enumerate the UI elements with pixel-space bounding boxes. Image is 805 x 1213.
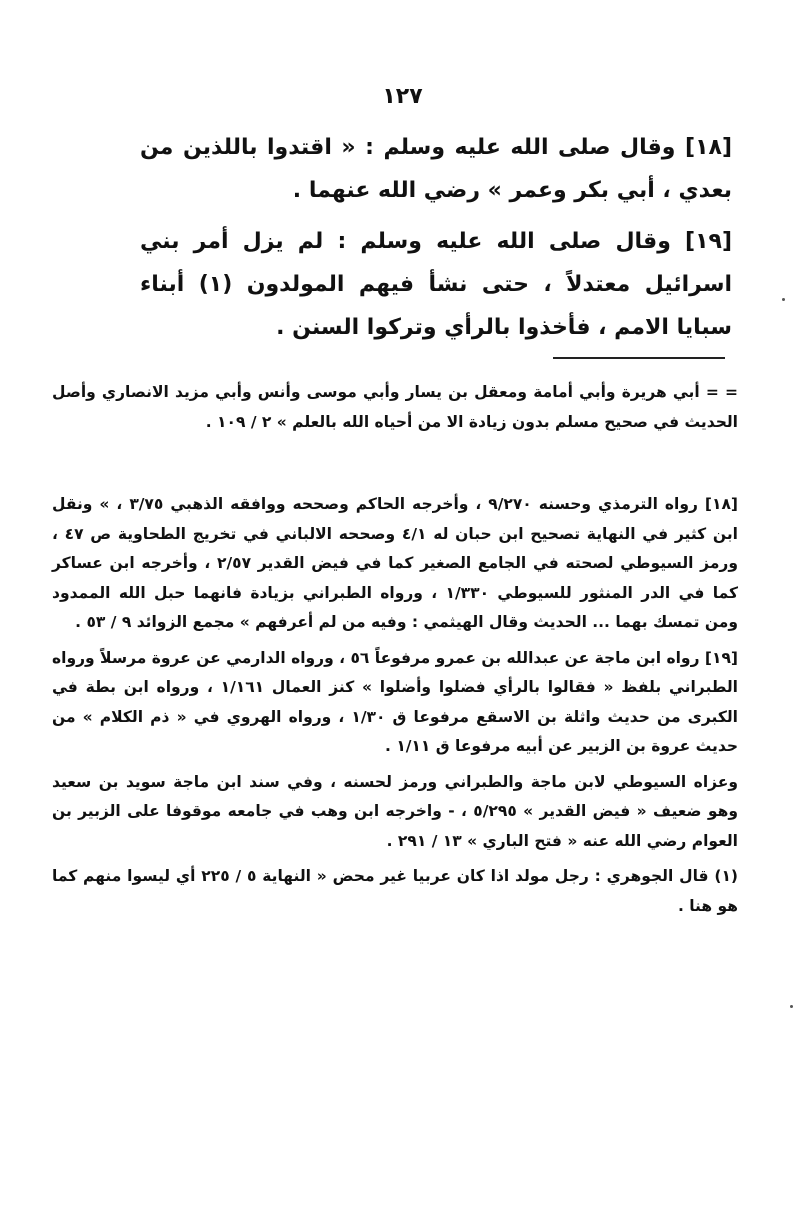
footnote-1: (١) قال الجوهري : رجل مولد اذا كان عربيا غير محض « النهاية ٥ / ٢٢٥ أي ليسوا منهم كما هو هنا . — [52, 867, 738, 915]
scan-speck — [782, 298, 785, 301]
note-continuation: = = أبي هريرة وأبي أمامة ومعقل بن يسار وأبي موسى وأنس وأبي مزيد الانصاري وأصل الحديث في صحيح مسلم بدون زيادة الا من أحياه الله بالعلم » ٢ / ١٠٩ . — [52, 383, 738, 431]
scan-speck — [790, 1005, 793, 1008]
page-number: ١٢٧ — [382, 84, 423, 109]
note-19-continued: وعزاه السيوطي لابن ماجة والطبراني ورمز لحسنه ، وفي سند ابن ماجة سويد بن سعيد وهو ضعيف « فيض القدير » ٥/٢٩٥ ، - واخرجه ابن وهب في جامعه موقوفا على الزبير بن العوام رضي الله عنه « فتح الباري » ١٣ / ٢٩١ . — [52, 772, 739, 850]
hadith-19: [١٩] وقال صلى الله عليه وسلم : لم يزل أمر بني اسرائيل معتدلاً ، حتى نشأ فيهم المولدون (١) أبناء سبايا الامم ، فأخذوا بالرأي وتركوا السنن . — [140, 229, 732, 340]
footnote-separator — [553, 357, 725, 359]
note-18: [١٨] رواه الترمذي وحسنه ٩/٢٧٠ ، وأخرجه الحاكم وصححه ووافقه الذهبي ٣/٧٥ ، » ونقل ابن كثير في النهاية تصحيح ابن حبان له ٤/١ وصححه الالباني في تخريج الطحاوية ص ٤٧ ، ورمز السيوطي لصحته في الجامع الصغير كما في فيض القدير ٢/٥٧ ، وأخرجه ابن عساكر كما في الدر المنثور للسيوطي ١/٣٣٠ ، ورواه الطبراني بزيادة فانهما حبل الله الممدود ومن تمسك بهما ... الحديث وقال الهيثمي : وفيه من لم أعرفهم » مجمع الزوائد ٩ / ٥٣ . — [52, 495, 738, 631]
main-text — [140, 126, 732, 357]
notes-continuation — [52, 378, 738, 443]
note-19: [١٩] رواه ابن ماجة عن عبدالله بن عمرو مرفوعاً ٥٦ ، ورواه الدارمي عن عروة مرسلاً ورواه الطبراني بلفظ « فقالوا بالرأي فضلوا وأضلوا » كنز العمال ١/١٦١ ، ورواه ابن بطة في الكبرى من حديث واثلة بن الاسقع مرفوعا ق ١/٣٠ ، ورواه الهروي في « ذم الكلام » من حديث عروة بن الزبير عن أبيه مرفوعا ق ١/١١ . — [52, 648, 738, 755]
notes-list — [52, 490, 738, 927]
hadith-18: [١٨] وقال صلى الله عليه وسلم : « اقتدوا باللذين من بعدي ، أبي بكر وعمر » رضي الله عنهما . — [140, 135, 732, 203]
